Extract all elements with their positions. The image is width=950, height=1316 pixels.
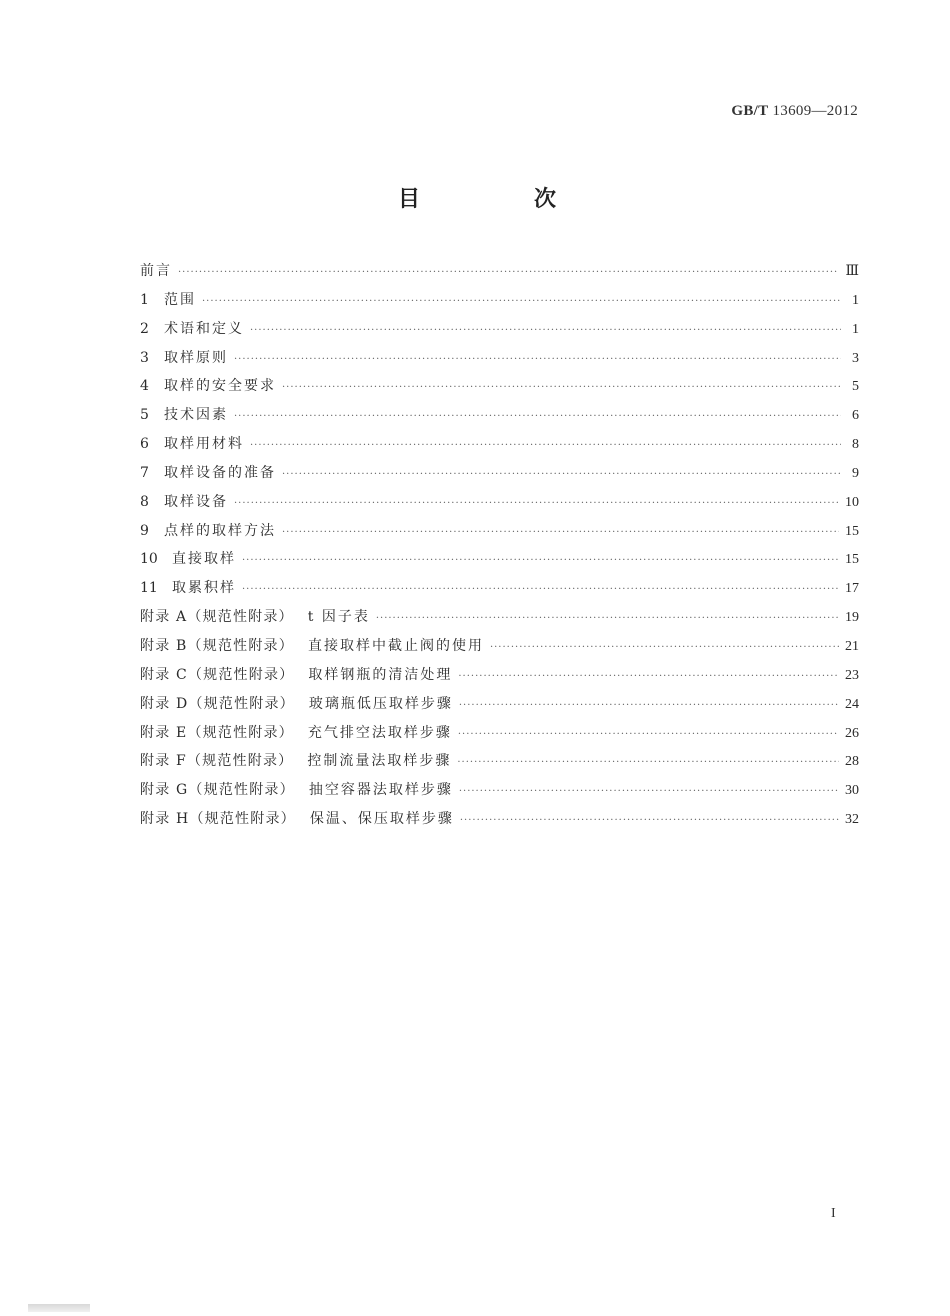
toc-leader-dots — [178, 259, 839, 288]
toc-appendix-prefix: 附录 E（规范性附录） — [140, 724, 294, 741]
toc-leader-dots — [250, 317, 841, 346]
toc-leader-dots — [234, 346, 841, 375]
toc-leader-dots — [282, 374, 841, 403]
toc-entry-appendix-h[interactable] — [140, 805, 859, 834]
toc-appendix-prefix: 附录 H（规范性附录） — [140, 811, 296, 828]
toc-entry-label: 取样钢瓶的清洁处理 — [308, 666, 453, 683]
toc-entry-label: 玻璃瓶低压取样步骤 — [308, 695, 453, 712]
toc-appendix-prefix: 附录 C（规范性附录） — [140, 666, 295, 683]
toc-leader-dots — [242, 547, 839, 576]
toc-entry-appendix-f[interactable] — [140, 747, 859, 776]
toc-leader-dots — [234, 403, 841, 432]
toc-entry-page: 32 — [845, 812, 859, 828]
toc-entry-6[interactable] — [140, 430, 859, 459]
toc-entry-foreword[interactable] — [140, 257, 859, 286]
standard-number: 13609—2012 — [772, 103, 858, 119]
toc-entry-appendix-b[interactable] — [140, 632, 859, 661]
toc-entry-page: 24 — [845, 696, 859, 712]
toc-entry-label: 直接取样 — [172, 551, 236, 568]
toc-entry-7[interactable] — [140, 459, 859, 488]
toc-entry-3[interactable] — [140, 344, 859, 373]
toc-entry-label: 范围 — [164, 291, 196, 308]
toc-entry-page: 30 — [845, 783, 859, 799]
toc-entry-page: 23 — [845, 667, 859, 683]
toc-leader-dots — [458, 721, 839, 750]
toc-leader-dots — [458, 663, 839, 692]
toc-appendix-prefix: 附录 B（规范性附录） — [140, 637, 294, 654]
toc-entry-label: 控制流量法取样步骤 — [307, 753, 452, 770]
toc-entry-appendix-d[interactable] — [140, 690, 859, 719]
toc-entry-number: 4 — [140, 378, 149, 395]
toc-entry-page: 6 — [852, 408, 859, 424]
toc-entry-page: 19 — [845, 610, 859, 626]
toc-entry-number: 8 — [140, 493, 149, 510]
toc-entry-label: 取样设备 — [164, 493, 228, 510]
toc-entry-number: 7 — [140, 464, 149, 481]
page-title: 目 次 — [397, 187, 602, 212]
toc-entry-label: 术语和定义 — [164, 320, 244, 337]
toc-entry-number: 10 — [140, 551, 158, 568]
toc-entry-appendix-e[interactable] — [140, 719, 859, 748]
toc-entry-8[interactable] — [140, 488, 859, 517]
toc-entry-10[interactable] — [140, 545, 859, 574]
toc-entry-page: 5 — [852, 379, 859, 395]
toc-entry-page: 8 — [852, 437, 859, 453]
table-of-contents — [140, 257, 859, 834]
toc-entry-page: 1 — [852, 292, 859, 308]
toc-appendix-prefix: 附录 D（规范性附录） — [140, 695, 295, 712]
toc-entry-label: 取样用材料 — [164, 436, 244, 453]
toc-entry-5[interactable] — [140, 401, 859, 430]
toc-appendix-prefix: 附录 F（规范性附录） — [140, 753, 294, 770]
toc-entry-label: 技术因素 — [164, 407, 228, 424]
toc-entry-label: 取样原则 — [164, 349, 228, 366]
toc-entry-appendix-c[interactable] — [140, 661, 859, 690]
toc-leader-dots — [459, 778, 839, 807]
toc-entry-page: 28 — [845, 754, 859, 770]
toc-entry-page: 15 — [845, 552, 859, 568]
toc-leader-dots — [202, 288, 841, 317]
toc-leader-dots — [234, 490, 839, 519]
toc-entry-label: 取累积样 — [172, 580, 236, 597]
toc-entry-4[interactable] — [140, 372, 859, 401]
toc-entry-number: 5 — [140, 407, 149, 424]
standard-code — [731, 103, 858, 120]
toc-entry-label: 点样的取样方法 — [164, 522, 276, 539]
toc-entry-label: 充气排空法取样步骤 — [307, 724, 452, 741]
toc-entry-label: 取样的安全要求 — [164, 378, 276, 395]
toc-entry-label: 直接取样中截止阀的使用 — [307, 637, 484, 654]
toc-entry-appendix-a[interactable] — [140, 603, 859, 632]
page-number: I — [831, 1206, 836, 1221]
toc-entry-page: 10 — [845, 494, 859, 510]
toc-entry-page: 3 — [852, 350, 859, 366]
toc-leader-dots — [282, 461, 841, 490]
toc-leader-dots — [490, 634, 839, 663]
scan-edge-mark — [28, 1304, 90, 1312]
toc-entry-page: 15 — [845, 523, 859, 539]
toc-entry-number: 6 — [140, 436, 149, 453]
toc-entry-number: 9 — [140, 522, 149, 539]
toc-appendix-prefix: 附录 A（规范性附录） — [140, 609, 294, 626]
toc-entry-number: 2 — [140, 320, 149, 337]
toc-entry-page: Ⅲ — [845, 264, 859, 279]
toc-entry-page: 1 — [852, 321, 859, 337]
toc-entry-label: 抽空容器法取样步骤 — [308, 782, 453, 799]
toc-entry-appendix-g[interactable] — [140, 776, 859, 805]
toc-entry-number: 3 — [140, 349, 149, 366]
toc-leader-dots — [242, 576, 839, 605]
toc-entry-label: 保温、保压取样步骤 — [309, 811, 454, 828]
toc-entry-11[interactable] — [140, 574, 859, 603]
toc-appendix-prefix: 附录 G（规范性附录） — [140, 782, 295, 799]
toc-entry-label: 取样设备的准备 — [164, 464, 276, 481]
toc-leader-dots — [459, 692, 839, 721]
toc-leader-dots — [282, 519, 839, 548]
toc-entry-page: 26 — [845, 725, 859, 741]
toc-entry-page: 9 — [852, 465, 859, 481]
toc-entry-page: 21 — [845, 638, 859, 654]
toc-leader-dots — [457, 749, 839, 778]
toc-entry-number: 1 — [140, 291, 149, 308]
toc-leader-dots — [376, 605, 839, 634]
toc-entry-label: 前言 — [140, 263, 172, 279]
toc-entry-2[interactable] — [140, 315, 859, 344]
toc-entry-page: 17 — [845, 581, 859, 597]
toc-entry-1[interactable] — [140, 286, 859, 315]
toc-entry-label: t 因子表 — [307, 609, 370, 626]
standard-prefix: GB/T — [731, 103, 769, 119]
toc-leader-dots — [460, 807, 839, 836]
toc-leader-dots — [250, 432, 841, 461]
toc-entry-9[interactable] — [140, 517, 859, 546]
toc-entry-number: 11 — [140, 580, 158, 597]
